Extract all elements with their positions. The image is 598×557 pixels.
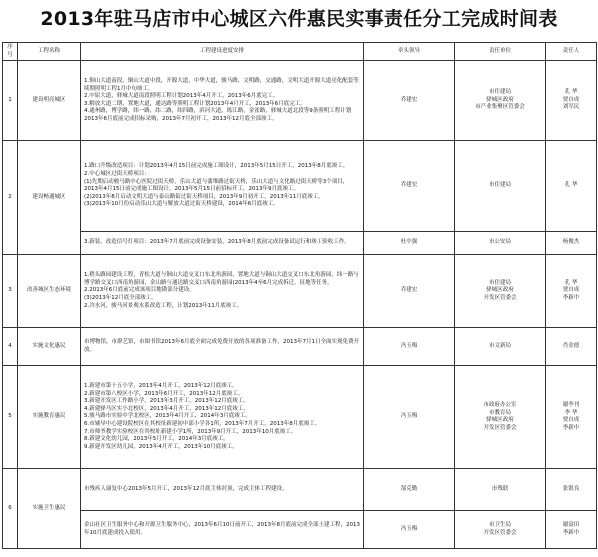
row-schedule (81, 469, 364, 511)
unit-name: 市产业集聚区管委会 (475, 104, 525, 111)
row-units (455, 511, 546, 549)
header-schedule: 工程建设进度安排 (81, 43, 364, 61)
schedule-line: 1.新建市第十五小学，2013年4月开工，2013年12月底竣工。 (84, 383, 238, 390)
schedule-line: (3)2013年10月份启动乐山大道与解放大道过街天桥建设，2014年6月底竣工。 (84, 201, 279, 208)
row-project: 实施教育惠民 (18, 366, 81, 469)
responsibility-table (2, 42, 597, 549)
person-name: 李新中 (562, 424, 580, 431)
unit-name: 市卫生局 (488, 522, 511, 529)
unit-name: 开发区管委会 (483, 424, 517, 431)
row-persons (546, 511, 597, 549)
row-leader: 冯玉梅 (364, 328, 455, 366)
schedule-line: 3.新建开发区工作路小学，2013年3月开工，2013年12月底竣工。 (84, 398, 249, 405)
header-project: 工程名称 (18, 43, 81, 61)
table-subrow (3, 232, 597, 255)
table-header-row (3, 43, 597, 61)
row-no: 5 (3, 366, 18, 469)
schedule-line: 市博物馆，市群艺馆，市图书馆2013年6月底全面完成免费开放的各项准备工作，2013年7月1日全面实现免费开放。 (84, 339, 359, 353)
schedule-line: 1.路口升级改造项目：计划2013年4月15日前完成施工图设计，2013年5月15日开工，2013年8月底竣工。 (84, 163, 349, 170)
schedule-line: 2.中心城区过街天桥项目： (84, 171, 150, 177)
schedule-line: 8.新建文化幼儿园，2013年5月开工，2014年3月底竣工。 (84, 436, 229, 443)
row-schedule: 3.新装，改造信号灯项目：2013年7月底前完成设备安装，2013年8月底前完成设备试运行和竣工验收工作。 (81, 232, 364, 255)
schedule-line: 1.铜山大道南段，铜山大道中段，开源大道，中华大道，骏马路，文明路，交通路，文明大道开源大道亮化配套等续期照明工程1月中旬竣工。 (84, 77, 359, 92)
row-no: 4 (3, 328, 18, 366)
unit-name: 驿城区政府 (486, 96, 514, 103)
person-name: 贾自成 (562, 417, 580, 424)
row-schedule: 金山社区卫生服务中心和开源卫生服务中心，2013年6月10日前开工，2013年8月底前完成全部土建工程，2013年10月底建成投入使用。 (81, 511, 364, 549)
person-name: 刘军民 (562, 104, 580, 111)
schedule-line: 4.通州路，博学路，纬一路，纬二路，纬四路，滨河大道，练江路，金雀路，驿城大道北段等9条照明工程计划2013年6月底前完成招标采购，2013年7月初开工，2013年12月底全部竣工。 (84, 108, 352, 122)
schedule-line: 6.市辅导中心建设院校区在其校址新建初中部小学各1所，2013年7月开工，2013年8月底竣工。 (84, 420, 321, 427)
row-no: 6 (3, 469, 18, 549)
row-units (455, 366, 546, 469)
person-name: 谢李刊 (562, 402, 580, 408)
row-project: 建设畅通城区 (18, 141, 81, 255)
schedule-line: 1.稍头路园建设工程，青松大道与铜山大道交叉口东北角游园，置地大道与铜山大道交叉口东北角游园，纬一路与博学路交叉口西南角游园，金山路与通达路交叉口西南角游园(2013年4至6月完成拆迁，征地等任务。 (84, 272, 359, 286)
unit-name: 市教育局 (488, 409, 511, 416)
person-name: 贾自成 (562, 96, 580, 103)
person-name: 李新中 (562, 294, 580, 301)
row-schedule (81, 255, 364, 328)
schedule-line: 5.骏马路市实验中学北校区，2013年4月开工，2014年3月底竣工。 (84, 413, 251, 420)
row-units (455, 255, 546, 328)
unit-name: 市住建局 (488, 182, 511, 189)
row-project: 改善城区生态环境 (18, 255, 81, 328)
table-row (3, 469, 597, 511)
header-unit: 责任单位 (455, 43, 546, 61)
row-project: 实施卫生惠民 (18, 469, 81, 549)
unit-name: 市住建局 (488, 89, 511, 96)
schedule-line: 2.中原大道，驿城大道南段照明工程计划2013年4月开工，2013年6月底完工。 (84, 93, 279, 100)
row-units: 市公安局 (455, 232, 546, 255)
row-units (455, 141, 546, 232)
row-units (455, 61, 546, 141)
row-schedule (81, 141, 364, 232)
schedule-line: 9.新建开发区幼儿园，2013年4月开工，2013年10月底竣工。 (84, 443, 238, 450)
row-persons: 杨俊杰 (546, 232, 597, 255)
row-units: 市文新局 (455, 328, 546, 366)
row-project: 实施文化惠民 (18, 328, 81, 366)
schedule-line: 2.2013年6月底前完成该项目地勘部分建设。 (84, 287, 195, 294)
table-row (3, 328, 597, 366)
table-subrow (3, 511, 597, 549)
person-name: 孔 华 (564, 182, 578, 189)
row-leader: 冯玉梅 (364, 511, 455, 549)
header-person: 责任人 (546, 43, 597, 61)
row-schedule (81, 61, 364, 141)
row-leader: 郜克勤 (364, 469, 455, 511)
person-name: 李新中 (562, 529, 580, 536)
row-leader: 杜中强 (364, 232, 455, 255)
row-leader: 冯玉梅 (364, 366, 455, 469)
unit-name: 开发区管委会 (483, 294, 517, 301)
row-persons (546, 366, 597, 469)
schedule-line: 4.新建驿马区实小北校区，2013年4月开工，2013年12月底竣工。 (84, 405, 249, 412)
table-row (3, 255, 597, 328)
document-title: 2013年驻马店市中心城区六件惠民实事责任分工完成时间表 (40, 8, 558, 30)
row-leader: 乔建宏 (364, 141, 455, 232)
person-name: 孔 华 (564, 89, 578, 96)
schedule-line: (1)先期启动骏马路中心医院过街天桥，乐山大道与蒲堆路过街天桥，乐山大道与文化路过街天桥等3个项目，2013年4月15日前完成施工图设计，2013年5月15日前招标开工，2013年9月底竣工。 (84, 178, 349, 193)
row-persons (546, 141, 597, 232)
header-no: 序号 (3, 43, 18, 61)
row-schedule (81, 328, 364, 366)
schedule-line: (3)2013年12月底全部竣工。 (84, 294, 157, 301)
row-schedule (81, 366, 364, 469)
person-name: 谢富田 (562, 522, 580, 529)
row-persons: 肖金德 (546, 328, 597, 366)
schedule-line: 2.冷水河，骏马河景观水系改造工程，计划2013年11月底竣工。 (84, 302, 243, 309)
row-persons (546, 61, 597, 141)
unit-name: 驿城区政府 (486, 287, 514, 294)
schedule-line: (2)2013年8月启动文明大道与泰山路街过街天桥项目，2013年9月初开工，2013年11月底竣工。 (84, 193, 324, 200)
schedule-line: 7.市师爷教学实验校区在其校址新建小学1所，2013年9月开工，2013年10月底竣工。 (84, 428, 297, 435)
row-leader: 乔建宏 (364, 255, 455, 328)
row-leader: 乔建宏 (364, 61, 455, 141)
row-persons (546, 255, 597, 328)
row-no: 1 (3, 61, 18, 141)
unit-name: 市政府办公室 (483, 402, 517, 408)
schedule-line: 2.新建市第八校区小学，2013年6月开工，2013年12月底竣工。 (84, 390, 244, 397)
table-row (3, 366, 597, 469)
person-name: 贾自成 (562, 287, 580, 294)
header-leader: 牵头领导 (364, 43, 455, 61)
unit-name: 开发区管委会 (483, 529, 517, 536)
person-name: 孔 华 (564, 279, 578, 286)
row-no: 3 (3, 255, 18, 328)
row-project: 建设明亮城区 (18, 61, 81, 141)
row-persons: 张银良 (546, 469, 597, 511)
unit-name: 驿城区政府 (486, 417, 514, 424)
row-no: 2 (3, 141, 18, 255)
table-row (3, 141, 597, 232)
row-units: 市残联 (455, 469, 546, 511)
person-name: 李 华 (564, 409, 578, 416)
schedule-line: 市残疾人康复中心2013年5月开工，2013年12月底主体封顶，完成主体工程建设。 (84, 485, 288, 492)
table-row (3, 61, 597, 141)
unit-name: 市住建局 (488, 279, 511, 286)
schedule-line: 3.解放大道二期，置地大道，通达路等照明工程计划2013年4月开工，2013年6月底完工。 (84, 100, 306, 107)
